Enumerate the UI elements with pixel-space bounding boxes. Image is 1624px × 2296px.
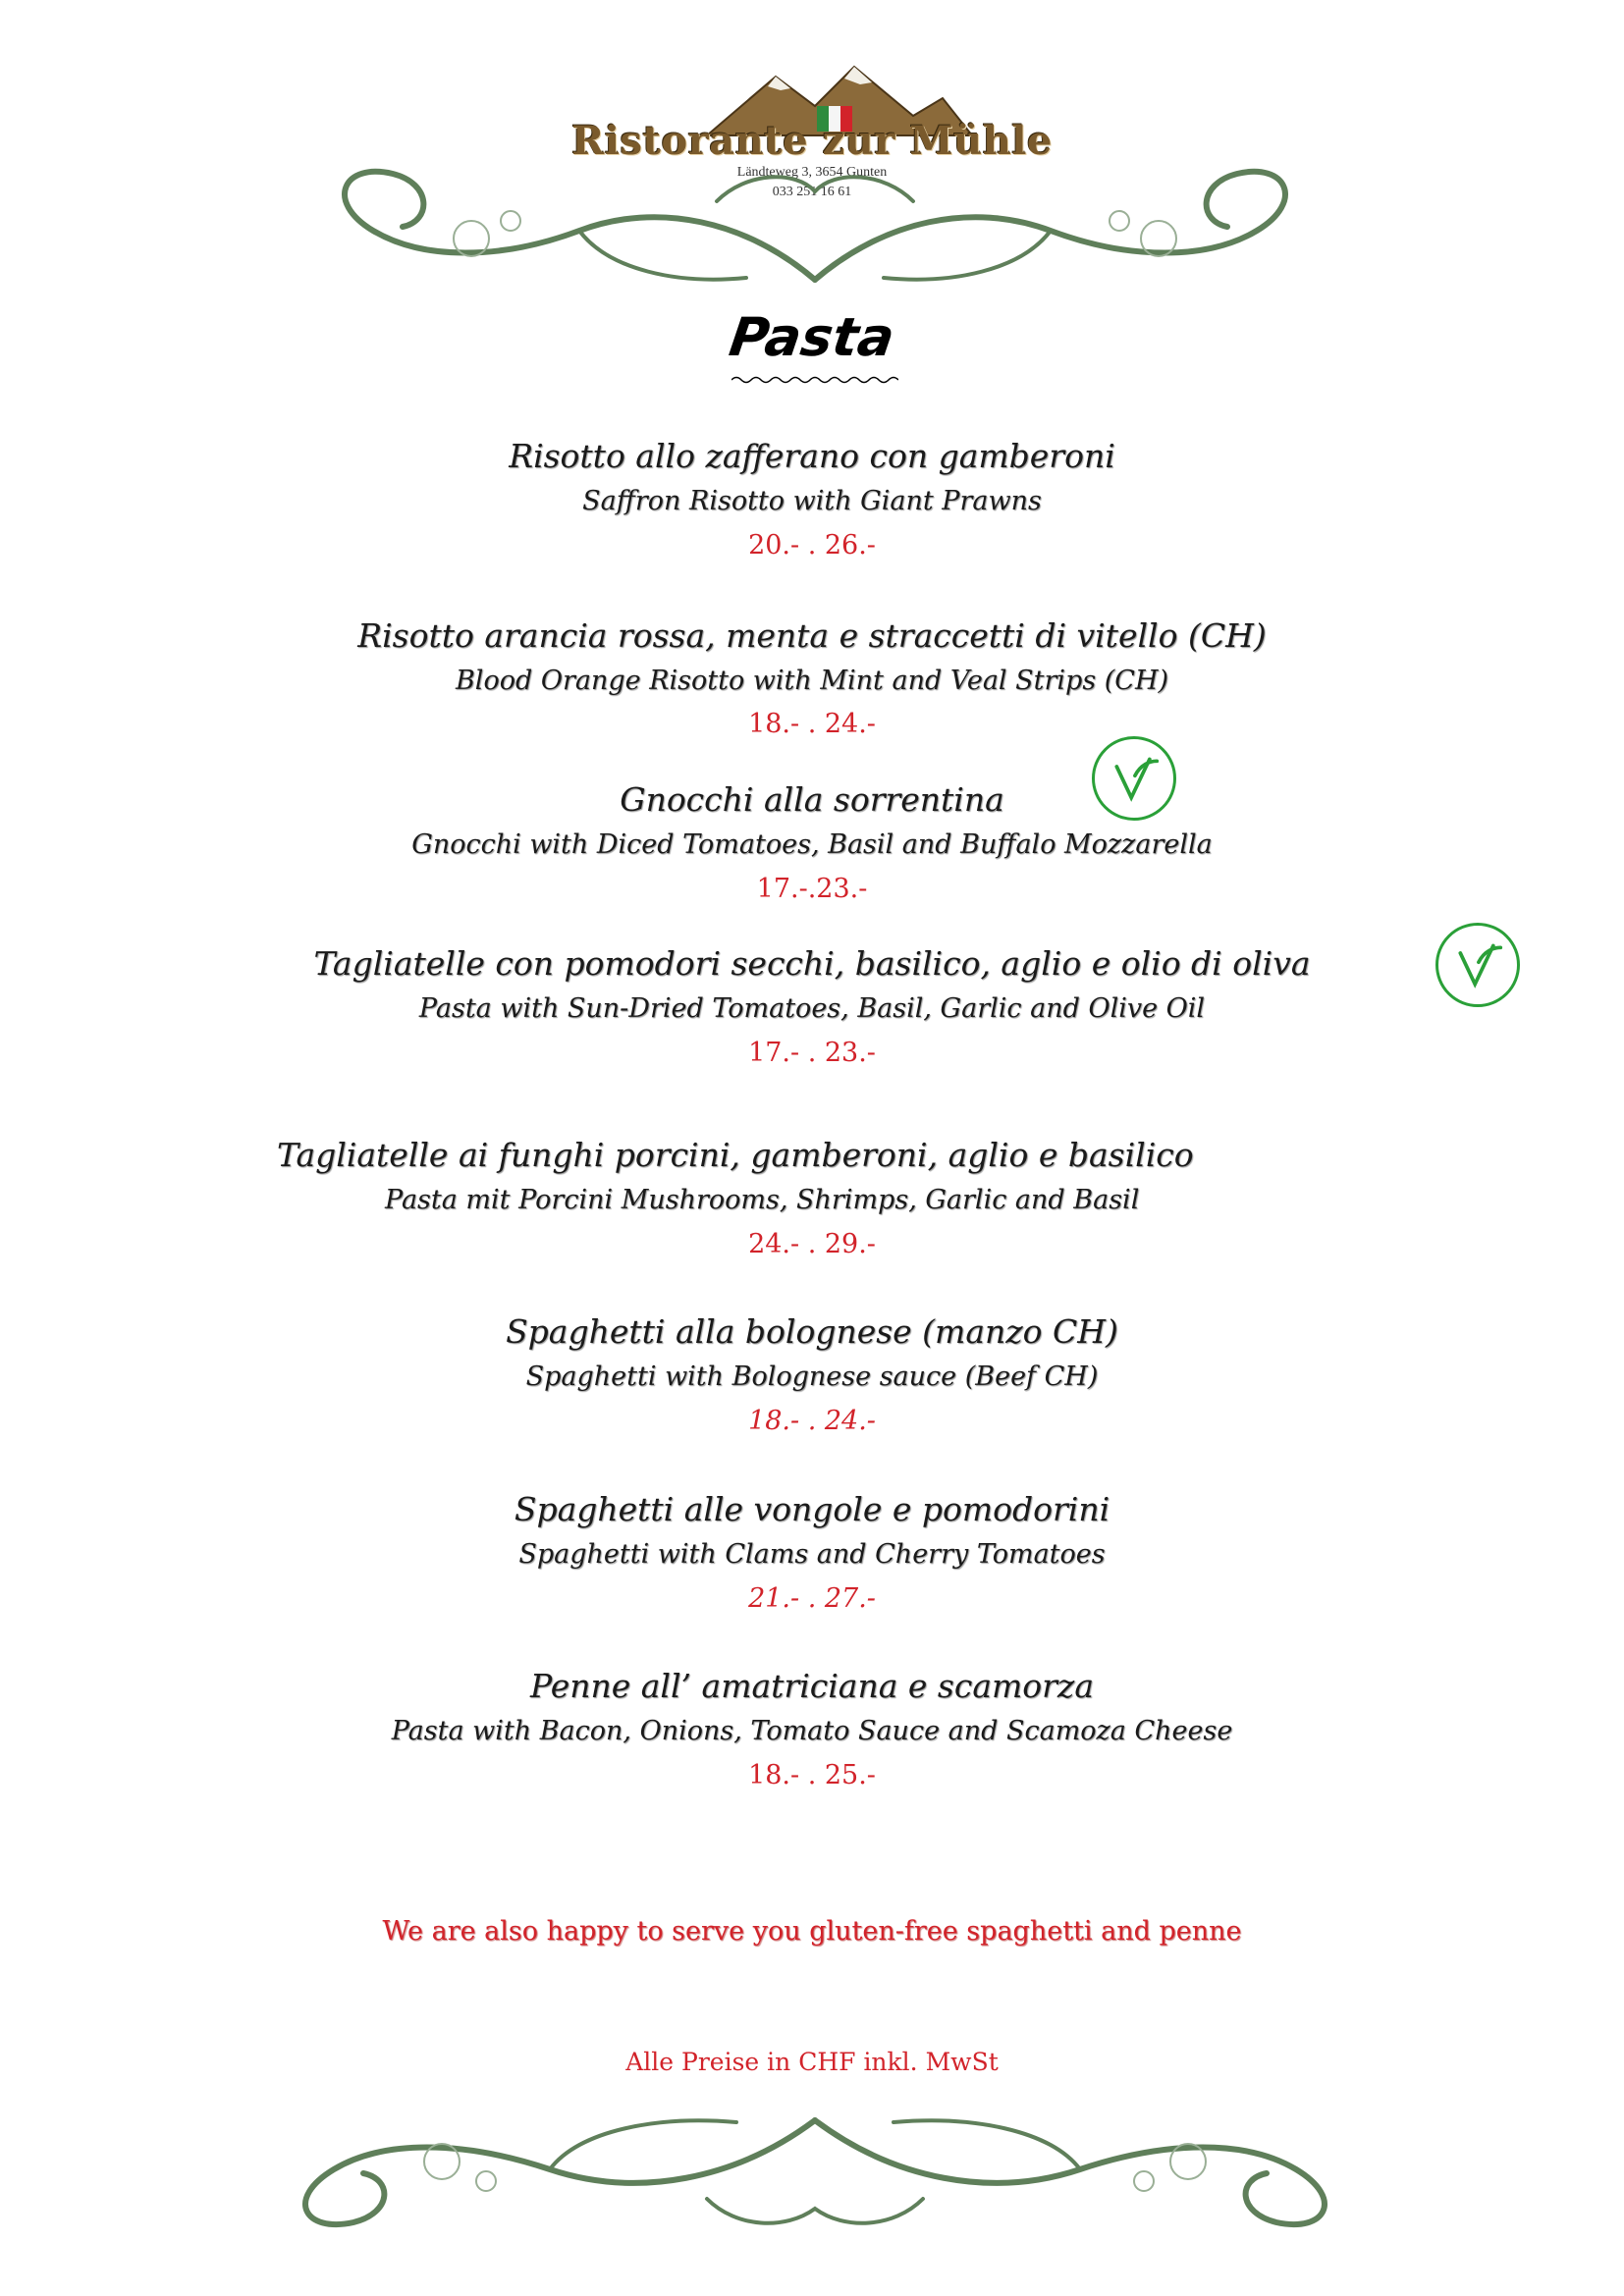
dish-price: 18.- . 24.- (748, 1406, 876, 1436)
dish-name-english: Pasta with Bacon, Onions, Tomato Sauce and Scamoza Cheese (391, 1716, 1233, 1746)
brand-phone: 033 251 16 61 (772, 185, 852, 199)
brand-name: Ristorante zur Mühle (571, 118, 1053, 164)
dish-price: 17.- . 23.- (748, 1038, 876, 1068)
price-note: Alle Preise in CHF inkl. MwSt (625, 2048, 999, 2076)
dish-price: 17.-.23.- (756, 874, 868, 904)
title-underline-icon (731, 375, 898, 385)
dish-price: 18.- . 25.- (748, 1760, 876, 1790)
brand-address: Ländteweg 3, 3654 Gunten (736, 165, 888, 180)
dish-price: 20.- . 26.- (748, 530, 876, 561)
dish-name-italian: Tagliatelle ai funghi porcini, gamberoni, aglio e basilico (277, 1136, 1194, 1174)
gluten-free-note: We are also happy to serve you gluten-free spaghetti and penne (382, 1916, 1242, 1947)
dish-name-english: Spaghetti with Bolognese sauce (Beef CH) (525, 1362, 1099, 1392)
dish-name-english: Pasta mit Porcini Mushrooms, Shrimps, Garlic and Basil (385, 1185, 1140, 1215)
dish-price: 21.- . 27.- (748, 1583, 876, 1614)
dish-name-english: Blood Orange Risotto with Mint and Veal Strips (CH) (455, 666, 1169, 696)
dish-name-italian: Gnocchi alla sorrentina (620, 780, 1004, 819)
dish-price: 24.- . 29.- (748, 1229, 876, 1259)
dish-name-italian: Risotto allo zafferano con gamberoni (509, 437, 1115, 475)
dish-name-italian: Spaghetti alla bolognese (manzo CH) (506, 1312, 1118, 1351)
dish-name-italian: Penne all’ amatriciana e scamorza (529, 1667, 1094, 1705)
dish-name-italian: Risotto arancia rossa, menta e straccetti di vitello (CH) (357, 616, 1267, 655)
dish-name-italian: Spaghetti alle vongole e pomodorini (514, 1490, 1110, 1528)
vegetarian-v-icon (1092, 736, 1176, 821)
dish-name-italian: Tagliatelle con pomodori secchi, basilico, aglio e olio di oliva (313, 944, 1311, 983)
ornament-bottom-icon (245, 2101, 1384, 2238)
dish-name-english: Saffron Risotto with Giant Prawns (582, 486, 1042, 516)
dish-name-english: Pasta with Sun-Dried Tomatoes, Basil, Garlic and Olive Oil (418, 993, 1206, 1024)
dish-price: 18.- . 24.- (748, 709, 876, 739)
dish-name-english: Spaghetti with Clams and Cherry Tomatoes (518, 1539, 1106, 1570)
dish-name-english: Gnocchi with Diced Tomatoes, Basil and Buffalo Mozzarella (411, 829, 1213, 860)
section-title: Pasta (726, 306, 898, 368)
ornament-top-icon (285, 162, 1345, 299)
